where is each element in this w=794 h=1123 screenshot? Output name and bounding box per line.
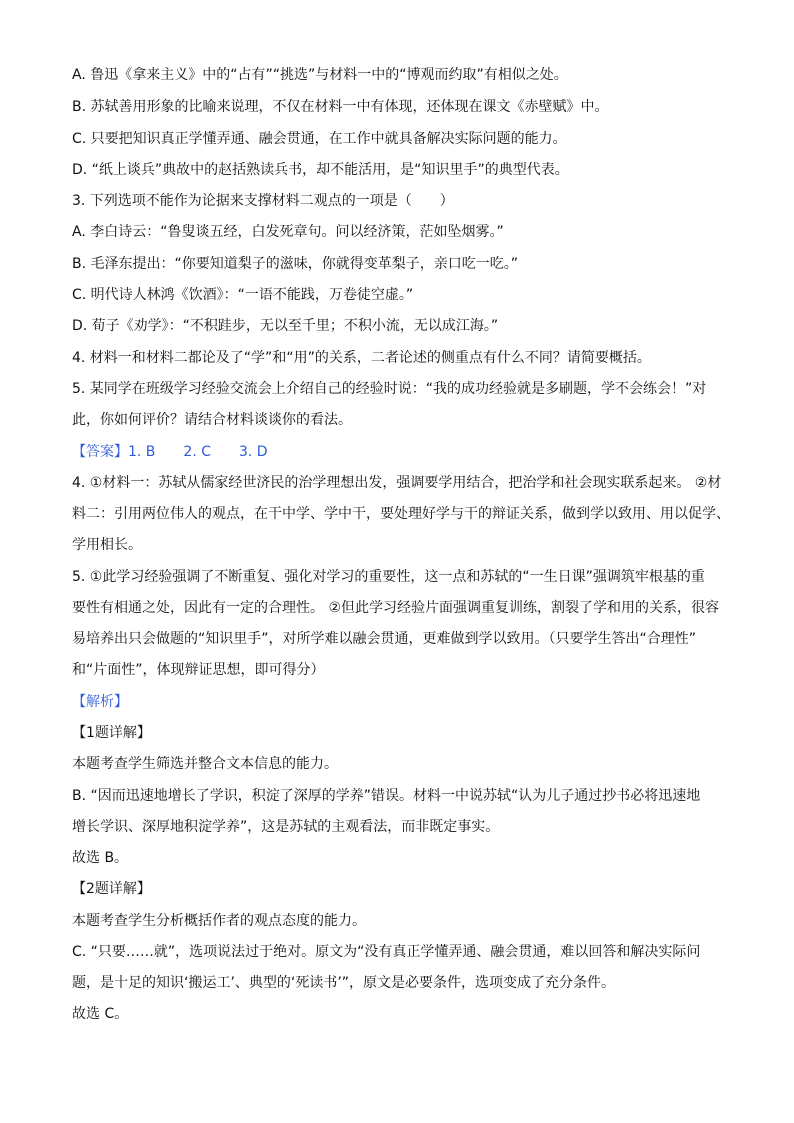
answer-4-line2: 料二：引用两位伟人的观点，在干中学、学中干，要处理好学与干的辩证关系，做到学以致用、用以促学、	[72, 506, 730, 522]
analysis-heading: 【解析】	[72, 694, 128, 710]
detail-2-line2: 题，是十足的知识‘搬运工’、典型的‘死读书’”，原文是必要条件，选项变成了充分条件。	[72, 975, 616, 991]
detail-1-line1: B. “因而迅速地增长了学识，积淀了深厚的学养”错误。材料一中说苏轼“认为儿子通过抄书必将迅速地	[72, 788, 701, 804]
option-2d: D. “纸上谈兵”典故中的赵括熟读兵书，却不能活用，是“知识里手”的典型代表。	[72, 162, 569, 178]
detail-1-choice: 故选 B。	[72, 850, 129, 866]
question-3: 3. 下列选项不能作为论据来支撑材料二观点的一项是（ ）	[72, 193, 454, 209]
question-5-line1: 5. 某同学在班级学习经验交流会上介绍自己的经验时说：“我的成功经验就是多刷题，学不会练会！”对	[72, 381, 707, 397]
detail-1-intro: 本题考查学生筛选并整合文本信息的能力。	[72, 756, 338, 772]
answer-5-line2: 要性有相通之处，因此有一定的合理性。 ②但此学习经验片面强调重复训练，割裂了学和用的关系，很容	[72, 600, 719, 616]
option-2c: C. 只要把知识真正学懂弄通、融会贯通，在工作中就具备解决实际问题的能力。	[72, 131, 567, 147]
question-4: 4. 材料一和材料二都论及了“学”和“用”的关系，二者论述的侧重点有什么不同？请简要概括。	[72, 350, 651, 366]
detail-1-line2: 增长学识、深厚地积淀学养”，这是苏轼的主观看法，而非既定事实。	[72, 819, 500, 835]
option-2a: A. 鲁迅《拿来主义》中的“占有”“挑选”与材料一中的“博观而约取”有相似之处。	[72, 67, 568, 83]
answer-4-line3: 学用相长。	[72, 537, 142, 553]
question-5-line2: 此，你如何评价？请结合材料谈谈你的看法。	[72, 412, 352, 428]
option-3c: C. 明代诗人林鸿《饮酒》：“一语不能践，万卷徒空虚。”	[72, 287, 414, 303]
detail-1-heading: 【1题详解】	[72, 725, 151, 741]
answer-5-line3: 易培养出只会做题的“知识里手”，对所学难以融会贯通，更难做到学以致用。（只要学生答出“合理性”	[72, 631, 697, 647]
option-3a: A. 李白诗云：“鲁叟谈五经，白发死章句。问以经济策，茫如坠烟雾。”	[72, 224, 504, 240]
option-2b: B. 苏轼善用形象的比喻来说理，不仅在材料一中有体现，还体现在课文《赤壁赋》中。	[72, 99, 609, 115]
answer-5-line1: 5. ①此学习经验强调了不断重复、强化对学习的重要性，这一点和苏轼的“一生日课”强调筑牢根基的重	[72, 569, 705, 585]
detail-2-heading: 【2题详解】	[72, 881, 151, 897]
detail-2-intro: 本题考查学生分析概括作者的观点态度的能力。	[72, 913, 366, 929]
answer-4-line1: 4. ①材料一：苏轼从儒家经世济民的治学理想出发，强调要学用结合，把治学和社会现实联系起来。 ②材	[72, 475, 722, 491]
detail-2-line1: C. “只要……就”，选项说法过于绝对。原文为“没有真正学懂弄通、融会贯通，难以回答和解决实际问	[72, 944, 701, 960]
option-3b: B. 毛泽东提出：“你要知道梨子的滋味，你就得变革梨子，亲口吃一吃。”	[72, 256, 519, 272]
detail-2-choice: 故选 C。	[72, 1006, 129, 1022]
option-3d: D. 荀子《劝学》：“不积跬步，无以至千里；不积小流，无以成江海。”	[72, 318, 499, 334]
answer-heading: 【答案】1. B 2. C 3. D	[72, 444, 268, 460]
answer-5-line4: 和“片面性”，体现辩证思想，即可得分）	[72, 662, 325, 678]
